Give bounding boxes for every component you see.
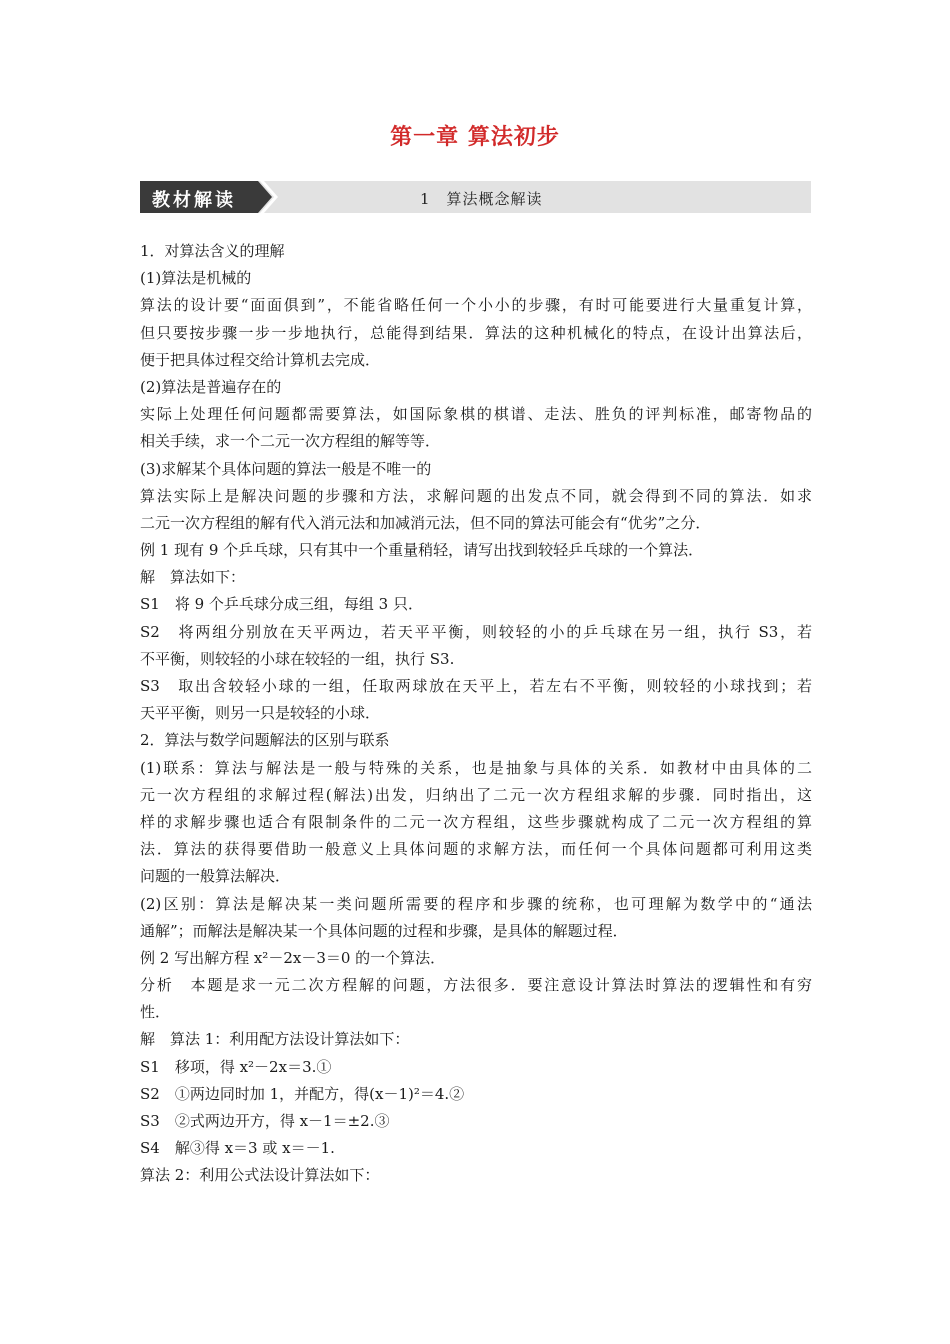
text-line: 分析 本题是求一元二次方程解的问题，方法很多．要注意设计算法时算法的逻辑性和有穷: [140, 976, 812, 995]
text-line: 元一次方程组的求解过程(解法)出发，归纳出了二元一次方程组求解的步骤．同时指出，这: [140, 785, 812, 804]
text-line: (2)区别：算法是解决某一类问题所需要的程序和步骤的统称，也可理解为数学中的“通法: [140, 894, 812, 913]
text-line: 问题的一般算法解决．: [140, 867, 291, 886]
text-line: S2 ①两边同时加 1，并配方，得(x－1)²＝4.②: [140, 1084, 465, 1103]
text-line: 算法的设计要“面面俱到”，不能省略任何一个小小的步骤，有时可能要进行大量重复计算，: [140, 296, 812, 315]
text-line: S2 将两组分别放在天平两边，若天平平衡，则较轻的小的乒乓球在另一组，执行 S3，若: [140, 622, 812, 641]
chapter-title: 第一章 算法初步: [390, 125, 560, 150]
text-line: 1．对算法含义的理解: [140, 242, 285, 260]
text-line: S3 ②式两边开方，得 x－1＝±2.③: [140, 1112, 390, 1130]
text-line: 算法 2：利用公式法设计算法如下：: [140, 1166, 380, 1185]
text-line: 实际上处理任何问题都需要算法，如国际象棋的棋谱、走法、胜负的评判标准，邮寄物品的: [140, 405, 812, 424]
text-line: 例 2 写出解方程 x²－2x－3＝0 的一个算法．: [140, 948, 446, 967]
text-line: 2．算法与数学问题解法的区别与联系: [140, 731, 390, 750]
text-line: 不平衡，则较轻的小球在较轻的一组，执行 S3.: [140, 649, 455, 668]
text-line: (2)算法是普遍存在的: [140, 377, 282, 396]
text-line: 解 算法如下：: [140, 568, 246, 587]
text-line: 通解”；而解法是解决某一个具体问题的过程和步骤，是具体的解题过程．: [140, 921, 628, 940]
text-line: 便于把具体过程交给计算机去完成．: [140, 350, 381, 369]
text-line: S1 将 9 个乒乓球分成三组，每组 3 只．: [140, 595, 423, 614]
section-banner: [140, 181, 811, 213]
text-line: 算法实际上是解决问题的步骤和方法，求解问题的出发点不同，就会得到不同的算法．如求: [140, 486, 812, 505]
text-line: 相关手续，求一个二元一次方程组的解等等．: [140, 432, 441, 451]
text-line: S4 解③得 x＝3 或 x＝－1.: [140, 1139, 335, 1158]
text-line: S1 移项，得 x²－2x＝3.①: [140, 1057, 332, 1076]
banner-subtitle: 1 算法概念解读: [420, 190, 543, 208]
body-text: [140, 238, 812, 1190]
banner-tag-label: 教材解读: [152, 190, 236, 211]
text-line: (1)联系：算法与解法是一般与特殊的关系，也是抽象与具体的关系．如教材中由具体的二: [140, 758, 812, 777]
text-line: 法．算法的获得要借助一般意义上具体问题的求解方法，而任何一个具体问题都可利用这类: [140, 840, 812, 859]
text-line: 例 1 现有 9 个乒乓球，只有其中一个重量稍轻，请写出找到较轻乒乓球的一个算法．: [140, 541, 704, 560]
text-line: S3 取出含较轻小球的一组，任取两球放在天平上，若左右不平衡，则较轻的小球找到；若: [140, 677, 812, 695]
text-line: (3)求解某个具体问题的算法一般是不唯一的: [140, 459, 432, 478]
text-line: 天平平衡，则另一只是较轻的小球．: [140, 704, 381, 723]
text-line: 解 算法 1：利用配方法设计算法如下：: [140, 1030, 410, 1049]
text-line: 但只要按步骤一步一步地执行，总能得到结果．算法的这种机械化的特点，在设计出算法后，: [140, 323, 812, 342]
text-line: 性．: [140, 1003, 171, 1022]
text-line: 二元一次方程组的解有代入消元法和加减消元法，但不同的算法可能会有“优劣”之分．: [140, 513, 711, 532]
text-line: (1)算法是机械的: [140, 269, 252, 288]
text-line: 样的求解步骤也适合有限制条件的二元一次方程组，这些步骤就构成了二元一次方程组的算: [140, 812, 812, 831]
